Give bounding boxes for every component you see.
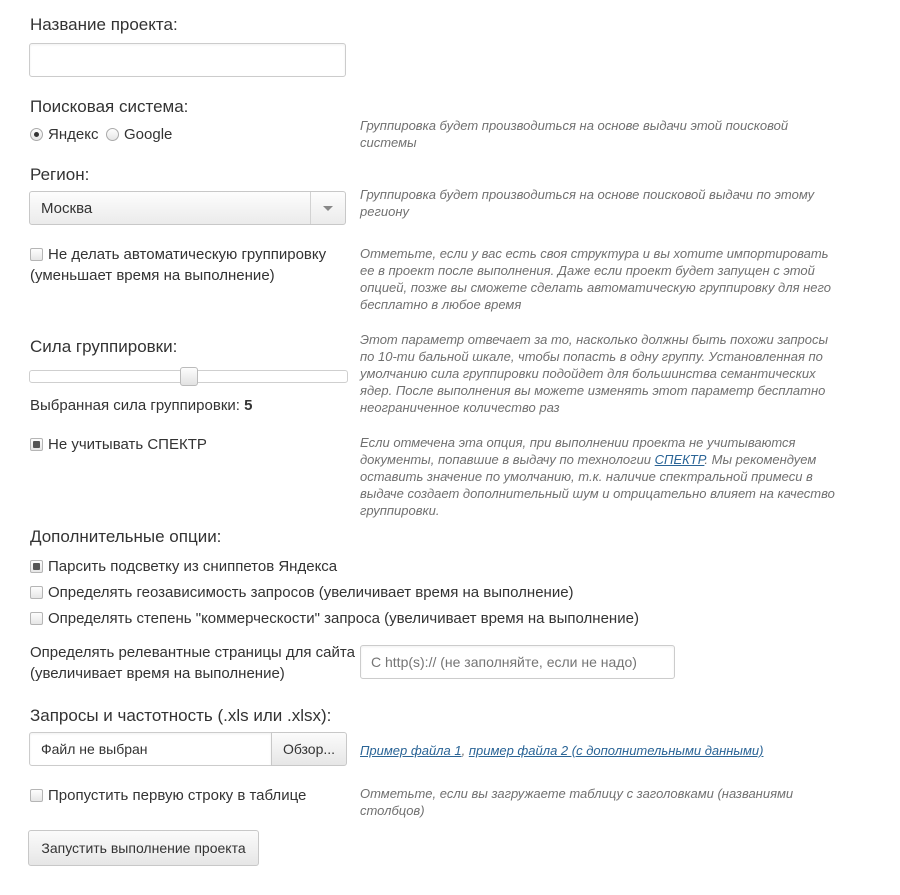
- no-auto-grouping-hint: Отметьте, если у вас есть своя структура и вы хотите импортировать ее в проект после выполнения. Даже если проект будет запущен с этой опцией, позже вы сможете сделать автоматическую группировку для него бесплатно в любое время: [360, 246, 832, 312]
- example-file-1-link[interactable]: Пример файла 1: [360, 743, 462, 758]
- ignore-spectr-hint-text-end: . Мы рекомендуем оставить значение по умолчанию, т.к. наличие спектральной примеси в выдаче создает дополнительный шум и отрицательно влияет на качество группировки.: [360, 452, 835, 518]
- grouping-strength-value: 5: [244, 397, 253, 414]
- example-separator: ,: [461, 743, 469, 758]
- spectr-link[interactable]: СПЕКТР: [654, 452, 705, 467]
- skip-first-row-hint: Отметьте, если вы загружаете таблицу с заголовками (названиями столбцов): [360, 786, 794, 818]
- site-url-input[interactable]: [360, 645, 675, 679]
- file-upload-label: Запросы и частотность (.xls или .xlsx):: [30, 706, 332, 725]
- file-name-text: Файл не выбран: [41, 741, 148, 757]
- commerciality-checkbox[interactable]: [30, 612, 43, 625]
- search-engine-hint: Группировка будет производиться на основе выдачи этой поисковой системы: [360, 118, 789, 150]
- geo-dependency-checkbox[interactable]: [30, 586, 43, 599]
- grouping-strength-label: Сила группировки:: [30, 337, 178, 356]
- example-files: [360, 742, 763, 759]
- browse-button[interactable]: Обзор...: [271, 732, 347, 766]
- relevant-pages-label: Определять релевантные страницы для сайта: [30, 644, 355, 661]
- slider-handle[interactable]: [180, 367, 198, 386]
- search-engine-label: Поисковая система:: [30, 97, 189, 116]
- region-selected-value: Москва: [41, 200, 93, 217]
- grouping-strength-slider[interactable]: [29, 370, 348, 383]
- parse-highlight-checkbox[interactable]: [30, 560, 43, 573]
- run-project-button[interactable]: Запустить выполнение проекта: [28, 830, 259, 866]
- relevant-pages-note: (увеличивает время на выполнение): [30, 665, 285, 682]
- grouping-strength-hint: Этот параметр отвечает за то, насколько должны быть похожи запросы по 10-ти бальной шкале, чтобы попасть в одну группу. Установленная по умолчанию сила группировки подойдет для большинства семантических ядер. После выполнения вы можете изменять этот параметр бесплатно неограниченное количество раз: [360, 332, 829, 415]
- region-dropdown-toggle[interactable]: [310, 192, 345, 224]
- region-select[interactable]: [29, 191, 346, 225]
- no-auto-grouping-note: (уменьшает время на выполнение): [30, 267, 275, 284]
- no-auto-grouping-checkbox[interactable]: [30, 248, 43, 261]
- region-label: Регион:: [30, 165, 90, 184]
- project-name-input[interactable]: [29, 43, 346, 77]
- skip-first-row-checkbox[interactable]: [30, 789, 43, 802]
- example-file-2-link[interactable]: пример файла 2 (с дополнительными данными): [468, 743, 764, 758]
- radio-google[interactable]: [106, 128, 119, 141]
- commerciality-label[interactable]: Определять степень "коммерческости" запроса (увеличивает время на выполнение): [48, 610, 639, 627]
- skip-first-row-label[interactable]: Пропустить первую строку в таблице: [48, 787, 307, 804]
- grouping-strength-readout: [30, 397, 252, 414]
- ignore-spectr-hint-text: Если отмечена эта опция, при выполнении проекта не учитываются документы, попавшие в выдачу по технологии: [360, 435, 796, 467]
- file-name-field[interactable]: [29, 732, 272, 766]
- geo-dependency-label[interactable]: Определять геозависимость запросов (увеличивает время на выполнение): [48, 584, 574, 601]
- extra-options-label: Дополнительные опции:: [30, 527, 222, 546]
- ignore-spectr-checkbox[interactable]: [30, 438, 43, 451]
- region-hint: Группировка будет производиться на основе поисковой выдачи по этому региону: [360, 187, 815, 219]
- radio-yandex-label[interactable]: Яндекс: [48, 126, 99, 143]
- project-name-label: Название проекта:: [30, 15, 178, 34]
- ignore-spectr-hint: [360, 434, 835, 519]
- ignore-spectr-label[interactable]: Не учитывать СПЕКТР: [48, 436, 207, 453]
- radio-google-label[interactable]: Google: [124, 126, 173, 143]
- grouping-strength-readout-label: Выбранная сила группировки:: [30, 397, 240, 414]
- radio-yandex[interactable]: [30, 128, 43, 141]
- parse-highlight-label[interactable]: Парсить подсветку из сниппетов Яндекса: [48, 558, 338, 575]
- chevron-down-icon: [323, 206, 333, 211]
- no-auto-grouping-label[interactable]: Не делать автоматическую группировку: [48, 246, 327, 263]
